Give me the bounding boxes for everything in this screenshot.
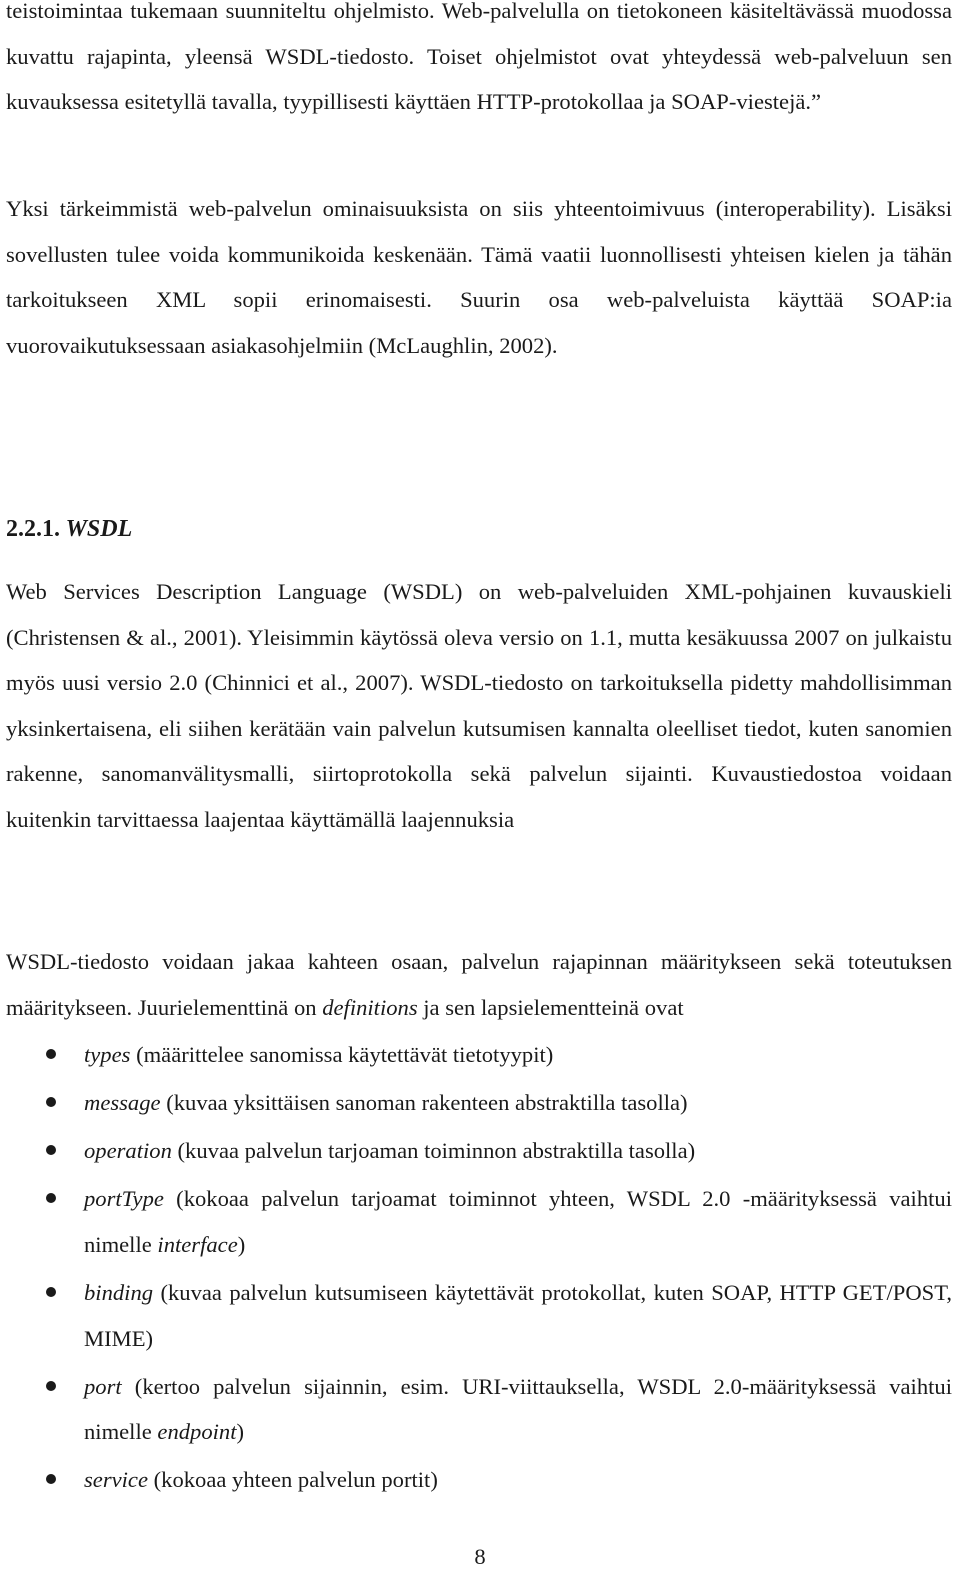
list-item-term: message	[84, 1090, 161, 1116]
section-number: 2.2.1.	[6, 516, 60, 542]
list-item-text: (kokoaa yhteen palvelun portit)	[147, 1467, 438, 1493]
bullet-icon	[46, 1381, 56, 1391]
list-item	[6, 1176, 952, 1267]
paragraph-continued: teistoimintaa tukemaan suunniteltu ohjelmisto. Web-palvelulla on tietokoneen käsiteltävässä muodossa kuvattu rajapinta, yleensä WSDL-tiedosto. Toiset ohjelmistot ovat yhteydessä web-palveluun sen kuvauksessa esitetyllä tavalla, tyypillisesti käyttäen HTTP-protokollaa ja SOAP-viestejä.”	[6, 0, 952, 115]
term-definitions: definitions	[322, 994, 418, 1020]
list-item-tail: )	[237, 1231, 246, 1257]
list-item-term: port	[84, 1373, 122, 1399]
list-item-text: (määrittelee sanomissa käytettävät tietotyypit)	[130, 1042, 554, 1067]
list-item-tail: )	[236, 1419, 245, 1445]
list-item-term: portType	[84, 1186, 164, 1212]
paragraph-text-after: ja sen lapsielementteinä ovat	[417, 994, 684, 1020]
bullet-icon	[46, 1049, 56, 1059]
paragraph-interoperability: Yksi tärkeimmistä web-palvelun ominaisuuksista on siis yhteentoimivuus (interoperability). Lisäksi sovellusten tulee voida kommunikoida keskenään. Tämä vaatii luonnollisesti yhteisen kielen ja tähän tarkoitukseen XML sopii erinomaisesti. Suurin osa web-palveluista käyttää SOAP:ia vuorovaikutuksessaan asiakasohjelmiin (McLaughlin, 2002).	[6, 196, 952, 358]
list-item-text: (kuvaa palvelun tarjoaman toiminnon abstraktilla tasolla)	[171, 1138, 696, 1164]
list-item	[6, 1364, 952, 1455]
section-title: WSDL	[65, 516, 133, 542]
page-number: 8	[474, 1544, 486, 1569]
list-item-text: (kokoaa palvelun tarjoamat toiminnot yhteen, WSDL 2.0 -määrityksessä vaihtui nimelle	[84, 1186, 952, 1257]
list-item-text: (kuvaa yksittäisen sanoman rakenteen abstraktilla tasolla)	[160, 1090, 688, 1116]
bullet-icon	[46, 1145, 56, 1155]
element-list	[6, 1032, 952, 1505]
list-item	[6, 1270, 952, 1361]
list-item-text: (kertoo palvelun sijainnin, esim. URI-viittauksella, WSDL 2.0-määrityksessä vaihtui nimelle	[84, 1373, 952, 1445]
bullet-icon	[46, 1474, 56, 1484]
list-item	[6, 1080, 952, 1126]
bullet-icon	[46, 1287, 56, 1297]
paragraph-text-before: WSDL-tiedosto voidaan jakaa kahteen osaan, palvelun rajapinnan määritykseen sekä toteutuksen määritykseen. Juurielementtinä on	[6, 949, 952, 1020]
list-item	[6, 1032, 952, 1078]
list-item-term: types	[84, 1042, 131, 1067]
list-item-term: service	[84, 1467, 148, 1493]
paragraph-wsdl-structure	[6, 939, 952, 1030]
list-item-term-secondary: interface	[157, 1231, 238, 1257]
bullet-icon	[46, 1193, 56, 1203]
list-item-term: operation	[84, 1138, 172, 1164]
list-item-text: (kuvaa palvelun kutsumiseen käytettävät protokollat, kuten SOAP, HTTP GET/POST, MIME)	[84, 1279, 952, 1351]
list-item-term: binding	[84, 1279, 154, 1305]
list-item-term-secondary: endpoint	[157, 1419, 237, 1445]
section-heading	[6, 516, 132, 543]
list-item	[6, 1457, 952, 1503]
paragraph-wsdl-intro: Web Services Description Language (WSDL) on web-palveluiden XML-pohjainen kuvauskieli (Christensen & al., 2001). Yleisimmin käytössä oleva versio on 1.1, mutta kesäkuussa 2007 on julkaistu myös uusi versio 2.0 (Chinnici et al., 2007). WSDL-tiedosto on tarkoituksella pidetty mahdollisimman yksinkertaisena, eli siihen kerätään vain palvelun kutsumisen kannalta oleelliset tiedot, kuten sanomien rakenne, sanomanvälitysmalli, siirtoprotokolla sekä palvelun sijainti. Kuvaustiedostoa voidaan kuitenkin tarvittaessa laajentaa käyttämällä laajennuksia	[6, 579, 952, 832]
bullet-icon	[46, 1097, 56, 1107]
list-item	[6, 1128, 952, 1174]
